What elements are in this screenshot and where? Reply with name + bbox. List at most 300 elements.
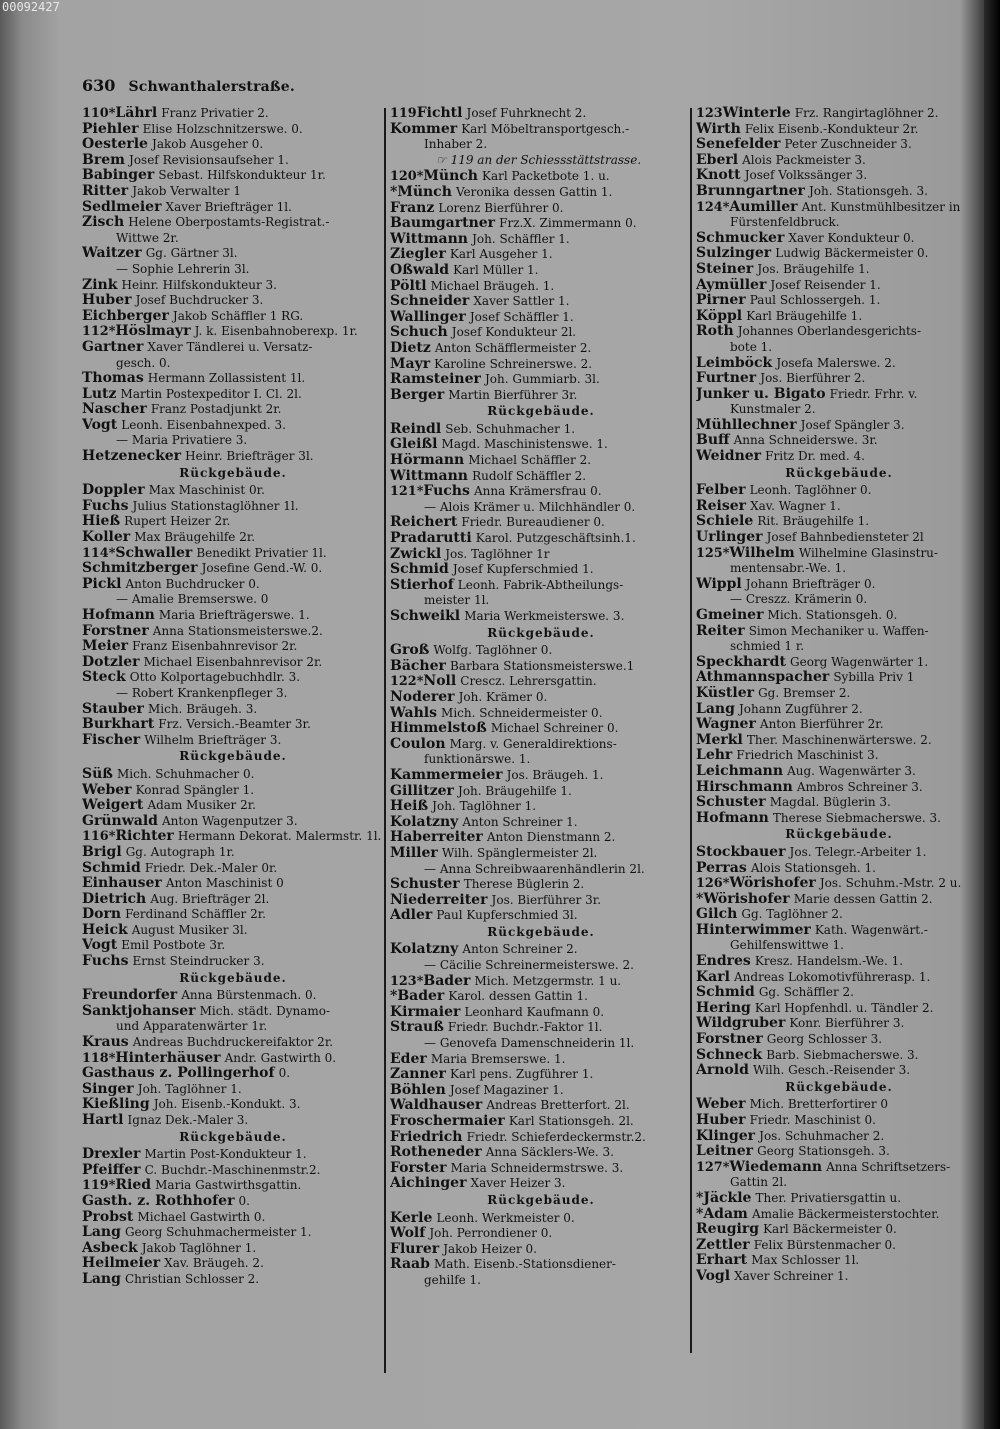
- directory-entry: [390, 1257, 692, 1273]
- surname: Zwickl: [390, 546, 442, 562]
- entry-details: Marg. v. Generaldirektions-: [449, 736, 617, 751]
- entry-continuation: [82, 592, 384, 608]
- directory-entry: [390, 609, 692, 625]
- entry-details: Anton Schreiner 1.: [462, 814, 578, 829]
- entry-continuation: [696, 639, 982, 655]
- directory-entry: [390, 908, 692, 924]
- surname: Noll: [423, 674, 457, 690]
- section-label: [696, 465, 982, 484]
- directory-entry: [696, 670, 982, 686]
- surname: Vogt: [82, 417, 118, 433]
- surname: Wahls: [390, 705, 437, 721]
- entry-details: Rückgebäude.: [179, 970, 287, 985]
- surname: Münch: [423, 169, 478, 185]
- surname: Heilmeier: [82, 1256, 161, 1272]
- directory-entry: [696, 122, 982, 138]
- surname: Kammermeier: [390, 767, 503, 783]
- entry-details: Sybilla Priv 1: [833, 670, 915, 685]
- entry-details: Gg. Schäffler 2.: [758, 985, 854, 1000]
- entry-details: Josef Bahnbediensteter 2l: [766, 530, 924, 545]
- entry-details: Andreas Bretterfort. 2l.: [486, 1098, 630, 1113]
- directory-entry: [390, 643, 692, 659]
- surname: Köppl: [696, 308, 743, 324]
- entry-details: Amalie Bäckermeisterstochter.: [751, 1206, 940, 1221]
- entry-continuation: [390, 1036, 692, 1052]
- entry-details: Aug. Wagenwärter 3.: [787, 763, 916, 778]
- directory-entry: [390, 232, 692, 248]
- surname: Zink: [82, 277, 118, 293]
- entry-details: Jos. Bräugehilfe 1.: [757, 261, 870, 276]
- entry-details: — Sophie Lehrerin 3l.: [116, 261, 250, 276]
- surname: Heiß: [390, 799, 429, 815]
- entry-details: Johann Briefträger 0.: [745, 576, 876, 591]
- directory-entry: [696, 153, 982, 169]
- entry-details: Xaver Schreiner 1.: [734, 1268, 849, 1283]
- entry-details: Rückgebäude.: [179, 1129, 287, 1144]
- directory-entry: [696, 907, 982, 923]
- surname: Fichtl: [416, 106, 463, 121]
- surname: Weigert: [82, 798, 144, 814]
- directory-entry: [390, 185, 692, 201]
- directory-entry: [696, 433, 982, 449]
- entry-details: Josef Schäffler 1.: [469, 309, 574, 324]
- directory-entry: [82, 168, 384, 184]
- entry-details: Marie dessen Gattin 2.: [793, 891, 933, 906]
- surname: Brem: [82, 152, 125, 168]
- directory-entry: [696, 733, 982, 749]
- surname: Drexler: [82, 1147, 141, 1163]
- house-number: 120*: [390, 169, 424, 185]
- surname: Singer: [82, 1081, 134, 1097]
- entry-details: Math. Eisenb.-Stationsdiener-: [433, 1257, 616, 1272]
- directory-entry: [696, 514, 982, 530]
- page-number: 630: [82, 76, 116, 95]
- column-divider: [690, 108, 692, 1353]
- directory-entry: [390, 453, 692, 469]
- surname: Gasthaus z. Pollingerhof: [82, 1066, 275, 1082]
- directory-entry: [696, 717, 982, 733]
- surname: Kraus: [82, 1035, 129, 1051]
- surname: Lang: [696, 701, 735, 717]
- surname: Steiner: [696, 261, 754, 277]
- surname: Gillitzer: [390, 783, 454, 799]
- entry-details: Anna Säcklers-We. 3.: [485, 1145, 614, 1160]
- directory-entry: [696, 371, 982, 387]
- surname: Senefelder: [696, 137, 781, 153]
- entry-details: Peter Zuschneider 3.: [784, 137, 912, 152]
- surname: Franz: [390, 200, 435, 216]
- entry-details: Joh. Perrondiener 0.: [429, 1226, 553, 1241]
- directory-entry: [390, 325, 692, 341]
- surname: Vogl: [696, 1268, 731, 1284]
- entry-details: Anton Bierführer 2r.: [759, 717, 884, 732]
- surname: Oesterle: [82, 137, 148, 153]
- directory-entry: [696, 876, 982, 892]
- entry-details: Karl Packetbote 1. u.: [482, 169, 610, 184]
- surname: Asbeck: [82, 1240, 138, 1256]
- entry-details: Joh. Stationsgeh. 3.: [809, 183, 928, 198]
- entry-details: Veronika dessen Gattin 1.: [455, 184, 613, 199]
- house-number: 112*: [82, 324, 116, 340]
- entry-details: Michael Eisenbahnrevisor 2r.: [143, 654, 323, 669]
- directory-entry: [390, 547, 692, 563]
- directory-entry: [696, 1016, 982, 1032]
- entry-details: Frz. Rangirtaglöhner 2.: [794, 106, 939, 120]
- surname: Vogt: [82, 938, 118, 954]
- directory-entry: [82, 324, 384, 340]
- entry-details: Ludwig Bäckermeister 0.: [775, 246, 929, 261]
- surname: Schweikl: [390, 609, 461, 624]
- entry-continuation: [82, 1019, 384, 1035]
- entry-details: Kresz. Handelsm.-We. 1.: [754, 954, 904, 969]
- surname: Athmannspacher: [696, 670, 830, 686]
- surname: Baumgartner: [390, 216, 496, 232]
- surname: Ziegler: [390, 247, 446, 263]
- directory-entry: [82, 309, 384, 325]
- entry-details: J. k. Eisenbahnoberexp. 1r.: [194, 324, 358, 339]
- directory-entry: [82, 861, 384, 877]
- directory-entry: [82, 278, 384, 294]
- entry-details: Maria Bremserswe. 1.: [430, 1051, 566, 1066]
- directory-entry: [696, 811, 982, 827]
- surname: Erhart: [696, 1253, 748, 1269]
- directory-entry: [82, 876, 384, 892]
- directory-entry: [696, 324, 982, 340]
- entry-details: Magd. Maschinistenswe. 1.: [441, 437, 608, 452]
- entry-details: Mich. Metzgermstr. 1 u.: [474, 973, 622, 988]
- entry-details: Friedr. Frhr. v.: [829, 386, 918, 401]
- directory-entry: [696, 356, 982, 372]
- directory-entry: [82, 122, 384, 138]
- surname: Hofmann: [82, 608, 155, 623]
- surname: Bächer: [390, 658, 446, 674]
- surname: Merkl: [696, 732, 743, 748]
- surname: Thomas: [82, 371, 144, 387]
- surname: Aichinger: [390, 1176, 467, 1192]
- surname: Doppler: [82, 483, 145, 499]
- page-edge-shadow: [984, 0, 1000, 1429]
- entry-details: Alois Packmeister 3.: [742, 152, 866, 167]
- entry-details: Therese Siebmacherswe. 3.: [772, 810, 941, 825]
- directory-entry: [82, 402, 384, 418]
- column-3: [696, 106, 982, 1406]
- entry-continuation: [696, 561, 982, 577]
- directory-entry: [696, 577, 982, 593]
- entry-details: Seb. Schuhmacher 1.: [445, 421, 576, 436]
- directory-entry: [82, 546, 384, 562]
- entry-details: Rückgebäude.: [487, 404, 595, 419]
- directory-entry: [82, 892, 384, 908]
- entry-details: Rudolf Schäffler 2.: [472, 468, 587, 483]
- directory-entry: [390, 706, 692, 722]
- entry-details: Friedr. Dek.-Maler 0r.: [144, 860, 278, 875]
- entry-continuation: [390, 1273, 692, 1289]
- directory-entry: [390, 893, 692, 909]
- directory-entry: [82, 340, 384, 356]
- entry-details: Julius Stationstaglöhner 1l.: [132, 498, 299, 513]
- entry-continuation: [390, 137, 692, 153]
- entry-details: Andreas Lokomotivführerasp. 1.: [734, 969, 931, 984]
- entry-details: Fritz Dr. med. 4.: [765, 449, 865, 464]
- surname: Schmitzberger: [82, 561, 198, 577]
- entry-continuation: [82, 356, 384, 372]
- entry-details: Michael Schäffler 2.: [468, 453, 592, 468]
- directory-entry: [696, 1001, 982, 1017]
- surname: Koller: [82, 530, 131, 546]
- entry-details: Jakob Taglöhner 1.: [141, 1240, 257, 1255]
- surname: Sedlmeier: [82, 199, 162, 215]
- entry-details: Rückgebäude.: [487, 924, 595, 939]
- surname: Pradarutti: [390, 531, 472, 547]
- entry-details: Josef Fuhrknecht 2.: [466, 106, 587, 120]
- entry-details: Helene Oberpostamts-Registrat.-: [128, 215, 330, 230]
- surname: Weber: [82, 782, 132, 798]
- entry-details: Karl pens. Zugführer 1.: [450, 1067, 594, 1082]
- surname: Wildgruber: [696, 1016, 786, 1032]
- entry-details: Barb. Siebmacherswe. 3.: [766, 1047, 919, 1062]
- entry-details: Rückgebäude.: [179, 465, 287, 480]
- directory-entry: [82, 1051, 384, 1067]
- surname: Buff: [696, 433, 730, 449]
- house-number: 121*: [390, 484, 424, 500]
- entry-details: Rupert Heizer 2r.: [124, 514, 231, 529]
- surname: Kerle: [390, 1210, 433, 1226]
- entry-continuation: [390, 752, 692, 768]
- surname: Hörmann: [390, 453, 465, 469]
- directory-entry: [696, 985, 982, 1001]
- directory-entry: [696, 387, 982, 403]
- entry-details: Therese Büglerin 2.: [463, 877, 585, 892]
- entry-details: Lorenz Bierführer 0.: [438, 200, 564, 215]
- entry-details: Georg Schuhmachermeister 1.: [124, 1225, 312, 1240]
- entry-details: Karl Hopfenhdl. u. Tändler 2.: [754, 1000, 934, 1015]
- directory-entry: [390, 106, 692, 122]
- directory-entry: [390, 122, 692, 138]
- surname: Forstner: [82, 623, 149, 639]
- surname: Schmid: [390, 562, 449, 578]
- house-number: 125*: [696, 545, 730, 561]
- directory-entry: [82, 530, 384, 546]
- directory-entry: [696, 861, 982, 877]
- surname: Endres: [696, 954, 751, 970]
- directory-entry: [82, 1256, 384, 1272]
- column-1: [82, 106, 384, 1406]
- directory-entry: [82, 1004, 384, 1020]
- entry-details: Anton Wagenputzer 3.: [162, 813, 298, 828]
- entry-details: Anna Krämersfrau 0.: [473, 484, 602, 499]
- surname: Hartl: [82, 1113, 124, 1128]
- surname: Stauber: [82, 701, 144, 717]
- directory-entry: [696, 168, 982, 184]
- directory-entry: [696, 449, 982, 465]
- surname: Einhauser: [82, 876, 162, 892]
- entry-details: Wilh. Spänglermeister 2l.: [441, 845, 598, 860]
- entry-continuation: [82, 686, 384, 702]
- directory-entry: [696, 655, 982, 671]
- surname: Fischer: [82, 732, 141, 748]
- directory-entry: [82, 938, 384, 954]
- house-number: 127*: [696, 1159, 730, 1175]
- entry-details: Mich. Schneidermeister 0.: [441, 705, 603, 720]
- directory-entry: [82, 577, 384, 593]
- entry-details: Anna Stationsmeisterswe.2.: [152, 623, 323, 638]
- entry-details: Fürstenfeldbruck.: [730, 215, 840, 230]
- surname: Freundorfer: [82, 988, 178, 1004]
- entry-details: 0.: [278, 1066, 291, 1081]
- entry-continuation: [390, 958, 692, 974]
- surname: Berger: [390, 387, 445, 403]
- entry-details: Gg. Taglöhner 2.: [741, 907, 843, 922]
- directory-entry: [390, 1020, 692, 1036]
- directory-entry: [82, 246, 384, 262]
- surname: Schmid: [82, 860, 141, 876]
- entry-details: Johann Zugführer 2.: [738, 701, 863, 716]
- surname: Flurer: [390, 1241, 440, 1257]
- surname: Himmelstoß: [390, 721, 487, 737]
- directory-entry: [82, 483, 384, 499]
- surname: Leichmann: [696, 763, 784, 779]
- directory-entry: [82, 514, 384, 530]
- entry-details: Paul Kupferschmied 3l.: [436, 908, 578, 923]
- directory-entry: [390, 515, 692, 531]
- entry-details: Josef Kondukteur 2l.: [451, 325, 577, 340]
- surname: Aymüller: [696, 277, 767, 293]
- entry-details: Jos. Bräugeh. 1.: [506, 767, 604, 782]
- surname: Reichert: [390, 515, 458, 531]
- directory-entry: [82, 387, 384, 403]
- directory-entry: [390, 422, 692, 438]
- cross-reference-note: [390, 153, 692, 170]
- directory-entry: [696, 970, 982, 986]
- entry-details: mentensabr.-We. 1.: [730, 561, 847, 576]
- directory-entry: [390, 1161, 692, 1177]
- directory-entry: [390, 830, 692, 846]
- directory-entry: [696, 546, 982, 562]
- entry-continuation: [696, 402, 982, 418]
- directory-entry: [82, 655, 384, 671]
- surname: Wilhelm: [729, 545, 795, 561]
- surname: Waldhauser: [390, 1098, 483, 1114]
- entry-details: Martin Bierführer 3r.: [448, 387, 578, 402]
- surname: Schneck: [696, 1047, 763, 1063]
- entry-details: Michael Gastwirth 0.: [137, 1209, 266, 1224]
- surname: Froschermaier: [390, 1114, 505, 1129]
- entry-details: gehilfe 1.: [424, 1272, 481, 1287]
- surname: Probst: [82, 1209, 134, 1225]
- entry-details: Friedr. Maschinist 0.: [749, 1113, 876, 1127]
- entry-details: Mich. Schuhmacher 0.: [117, 766, 255, 781]
- entry-details: Jakob Ausgeher 0.: [152, 137, 264, 152]
- directory-entry: [696, 1129, 982, 1145]
- entry-details: Ther. Privatiersgattin u.: [755, 1190, 902, 1205]
- entry-details: Hermann Dekorat. Malermstr. 1l.: [177, 829, 382, 844]
- surname: Stockbauer: [696, 844, 786, 860]
- directory-entry: [390, 1130, 692, 1146]
- scan-id-mark: 00092427: [2, 0, 60, 14]
- surname: Pöltl: [390, 278, 427, 294]
- entry-details: Sebast. Hilfskondukteur 1r.: [158, 168, 326, 183]
- surname: Zettler: [696, 1237, 750, 1253]
- entry-details: Friedr. Bureaudiener 0.: [461, 515, 605, 530]
- entry-details: Felix Bürstenmacher 0.: [753, 1237, 896, 1252]
- entry-details: Jos. Bierführer 3r.: [491, 892, 602, 907]
- surname: Groß: [390, 643, 430, 659]
- entry-details: Leonh. Taglöhner 0.: [749, 483, 872, 498]
- entry-continuation: [696, 938, 982, 954]
- surname: Babinger: [82, 168, 155, 184]
- surname: Kirmaier: [390, 1004, 461, 1020]
- entry-details: Xaver Sattler 1.: [473, 294, 570, 309]
- entry-details: Heinr. Hilfskondukteur 3.: [121, 277, 277, 292]
- entry-details: Martin Postexpeditor I. Cl. 2l.: [120, 386, 302, 401]
- surname: Nascher: [82, 402, 147, 418]
- surname: Weidner: [696, 449, 762, 465]
- surname: Klinger: [696, 1128, 756, 1144]
- directory-entry: [82, 988, 384, 1004]
- directory-entry: [82, 200, 384, 216]
- directory-entry: [390, 578, 692, 594]
- directory-entry: [390, 815, 692, 831]
- entry-details: Leonh. Eisenbahnexped. 3.: [121, 417, 286, 432]
- directory-entry: [82, 814, 384, 830]
- surname: Eichberger: [82, 308, 169, 324]
- surname: Küstler: [696, 685, 754, 701]
- directory-entry: [390, 357, 692, 373]
- surname: Miller: [390, 845, 438, 861]
- entry-details: Rückgebäude.: [487, 625, 595, 640]
- entry-details: Georg Wagenwärter 1.: [790, 654, 929, 669]
- entry-details: Alois Stationsgeh. 1.: [750, 860, 876, 875]
- surname: Roth: [696, 324, 734, 340]
- entry-details: Magdal. Büglerin 3.: [769, 795, 891, 810]
- surname: Huber: [696, 1113, 746, 1128]
- entry-details: Benedikt Privatier 1l.: [196, 545, 327, 560]
- column-divider: [384, 108, 386, 1373]
- directory-entry: [82, 449, 384, 465]
- directory-entry: [390, 437, 692, 453]
- surname: Ritter: [82, 183, 129, 199]
- entry-details: Karoline Schreinerswe. 2.: [434, 356, 593, 371]
- directory-entry: [82, 1082, 384, 1098]
- entry-details: August Musiker 3l.: [131, 922, 248, 937]
- entry-details: Franz Postadjunkt 2r.: [150, 402, 282, 417]
- surname: Wirth: [696, 121, 741, 137]
- directory-entry: [390, 263, 692, 279]
- entry-details: Karl Möbeltransportgesch.-: [461, 121, 630, 136]
- surname: Hieß: [82, 514, 121, 530]
- entry-details: C. Buchdr.-Maschinenmstr.2.: [144, 1162, 321, 1177]
- entry-details: Joh. Schäffler 1.: [472, 231, 570, 246]
- surname: Wallinger: [390, 309, 466, 325]
- surname: Ramsteiner: [390, 372, 481, 388]
- directory-entry: [82, 293, 384, 309]
- surname: Richter: [115, 829, 174, 845]
- entry-details: Xaver Heizer 3.: [470, 1176, 566, 1191]
- directory-entry: [696, 1097, 982, 1113]
- surname: Rotheneder: [390, 1145, 482, 1161]
- directory-entry: [82, 1272, 384, 1288]
- entry-details: Xav. Wagner 1.: [750, 498, 841, 513]
- surname: Lutz: [82, 386, 117, 402]
- directory-entry: [82, 215, 384, 231]
- surname: Brigl: [82, 844, 122, 860]
- entry-details: und Apparatenwärter 1r.: [116, 1019, 268, 1034]
- directory-entry: [82, 733, 384, 749]
- surname: Noderer: [390, 689, 455, 705]
- directory-entry: [696, 200, 982, 216]
- directory-entry: [82, 639, 384, 655]
- entry-details: schmied 1 r.: [730, 639, 805, 654]
